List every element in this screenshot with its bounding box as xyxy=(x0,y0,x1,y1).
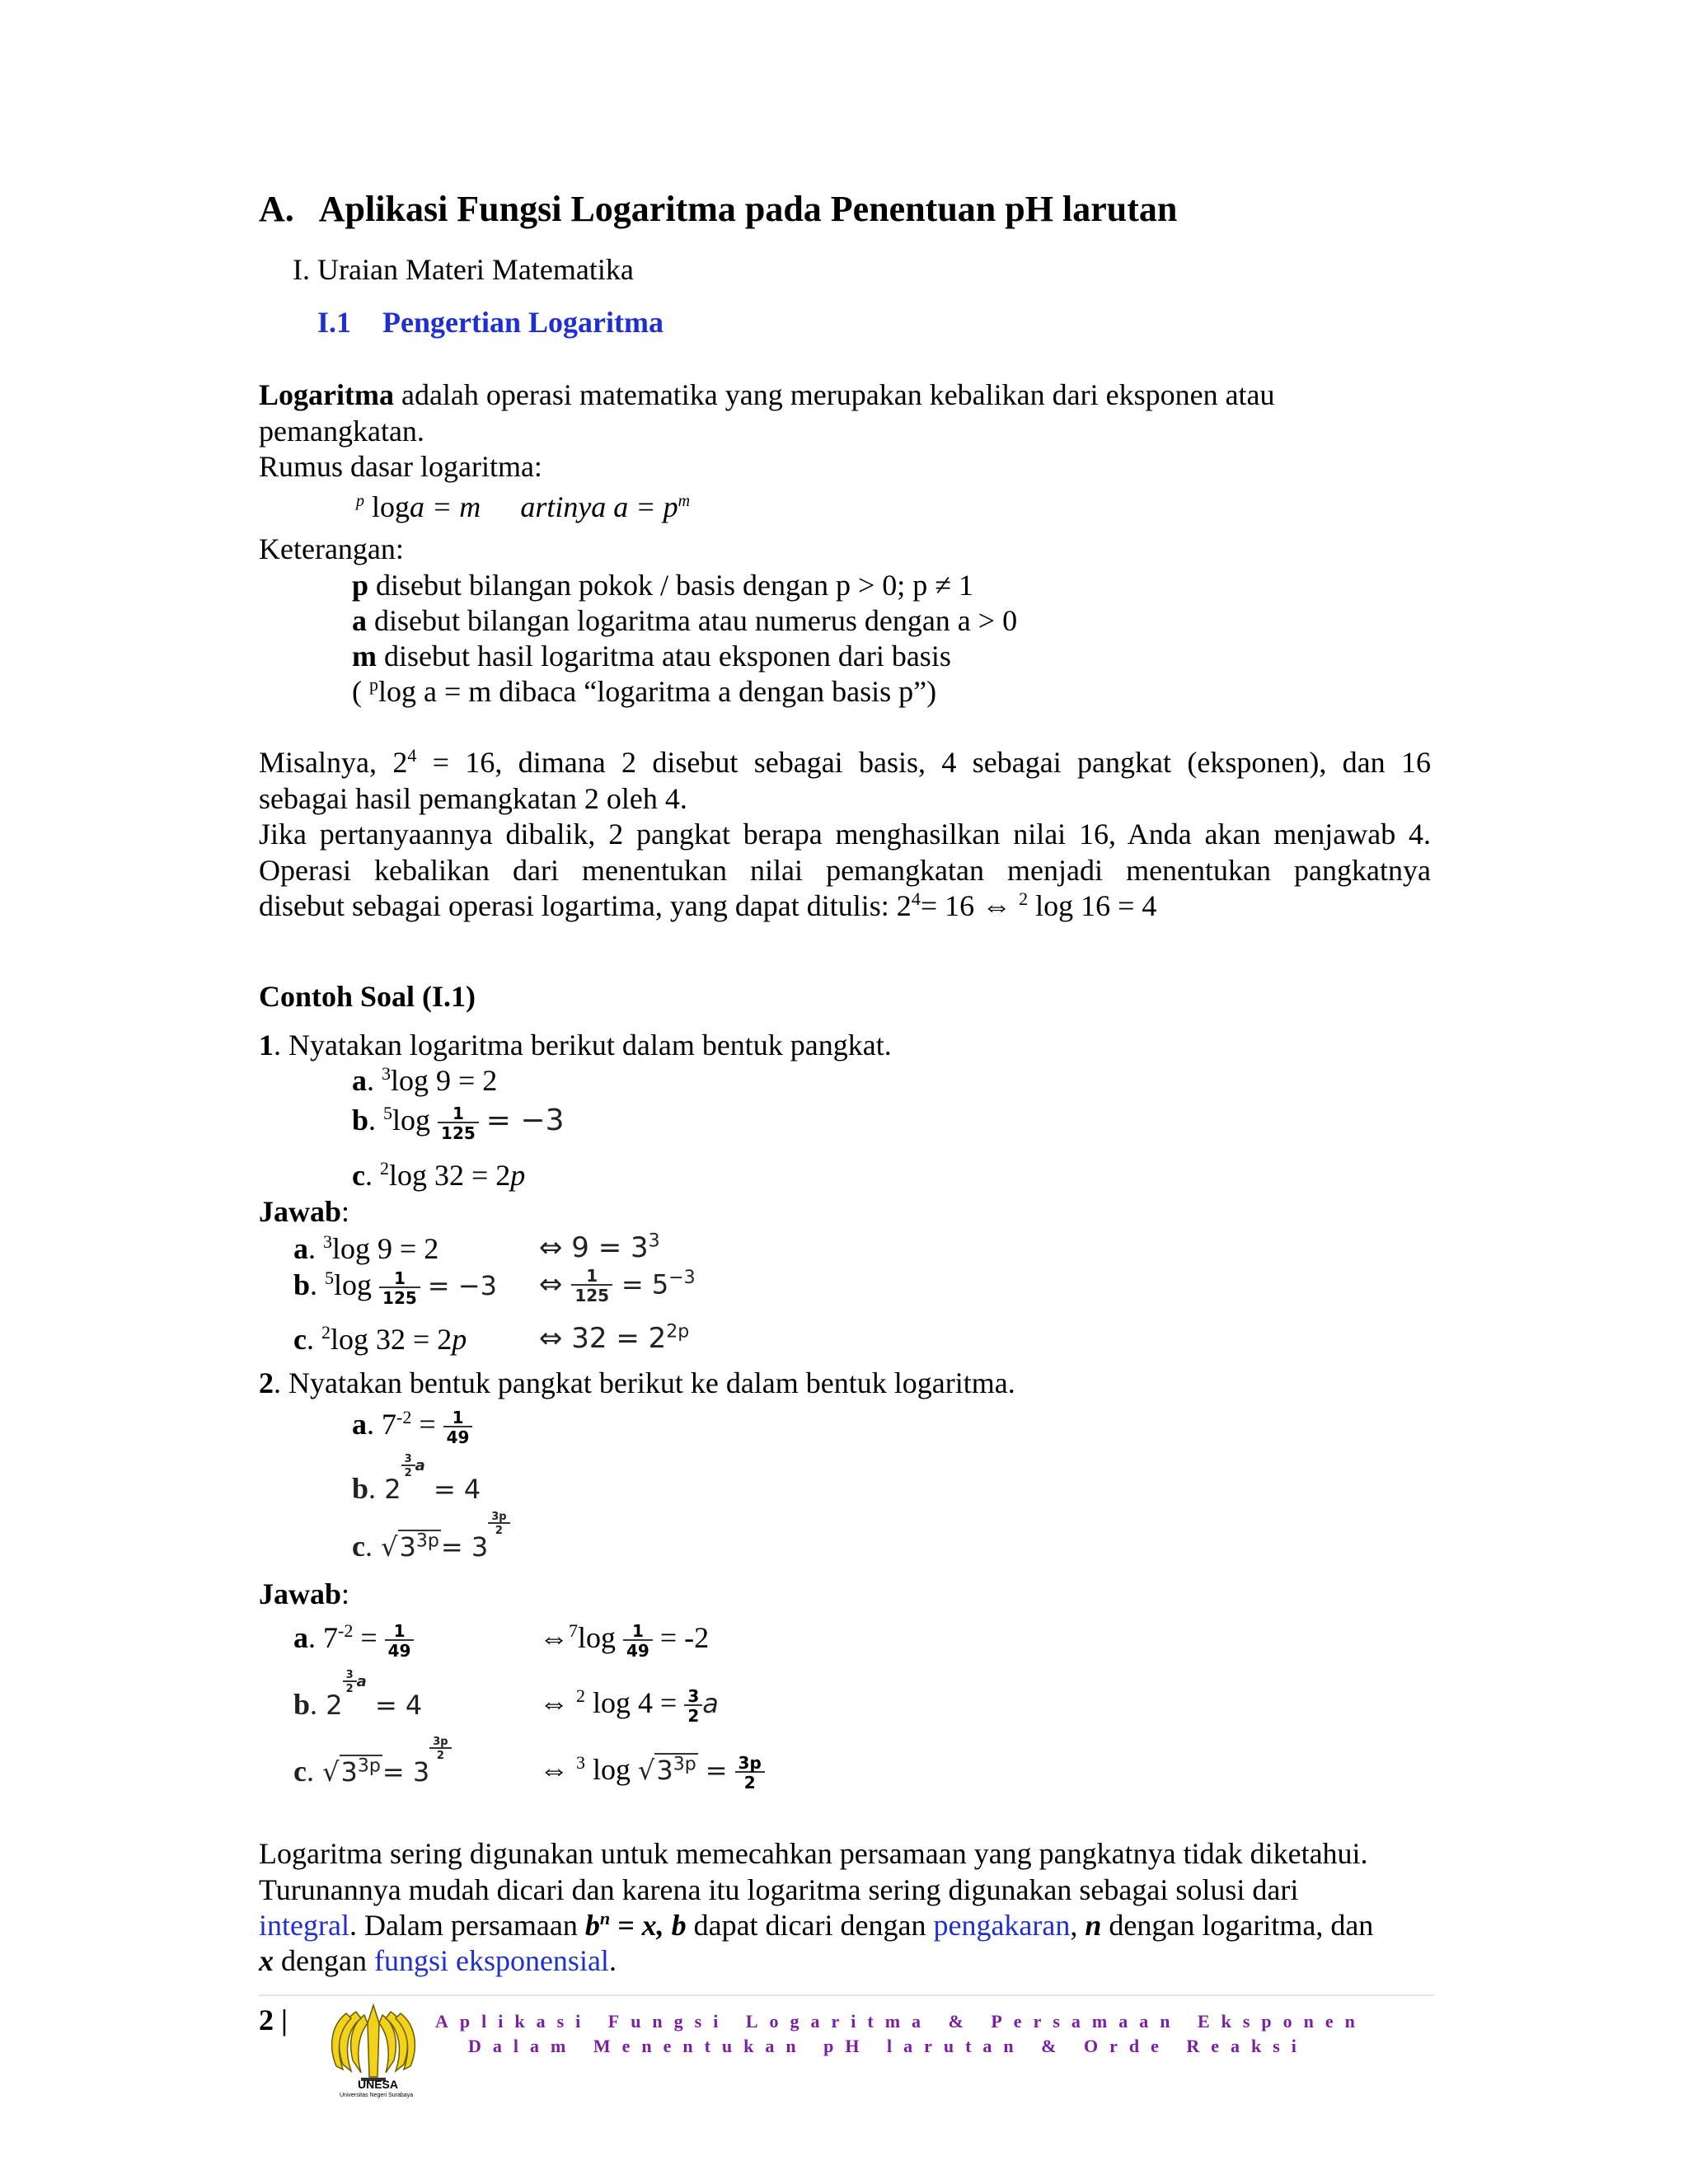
subsection-title: Uraian Materi Matematika xyxy=(317,253,634,286)
exponent-denominator: 2 xyxy=(495,1525,503,1538)
fraction xyxy=(684,1685,702,1726)
denominator: 125 xyxy=(382,1287,417,1308)
question-text: . Nyatakan logaritma berikut dalam bentuk pangkat. xyxy=(274,1029,892,1062)
intro-line-2: pemangkatan. xyxy=(259,415,424,448)
radicand-exponent: 3p xyxy=(673,1754,696,1775)
expression: = −3 xyxy=(485,1104,565,1137)
misalnya-line-4: Operasi kebalikan dari menentukan nilai pemangkatan menjadi menentukan pangkatnya xyxy=(259,854,1431,887)
base: 2 xyxy=(326,1690,343,1721)
fraction xyxy=(443,1409,473,1446)
text-run: = 16, dimana 2 disebut sebagai basis, 4 sebagai pangkat (eksponen), dan 16 xyxy=(416,746,1432,779)
question-1a: a. $^3$log 9 = 2 xyxy=(352,1063,498,1097)
formula-base: p xyxy=(356,492,364,510)
subsection-heading xyxy=(293,252,634,287)
exponent-denominator: 2 xyxy=(345,1683,354,1696)
logo-subtext: Universitas Negeri Surabaya xyxy=(340,2093,414,2098)
misalnya-line-2: sebagai hasil pemangkatan 2 oleh 4. xyxy=(259,782,687,815)
numerator: 1 xyxy=(571,1268,612,1286)
expression: log 32 = 2 xyxy=(330,1323,452,1356)
keterangan-text: disebut bilangan pokok / basis dengan p > 0; p ≠ 1 xyxy=(368,569,974,602)
answer-2c-result xyxy=(539,1752,765,1791)
log-base: 3 xyxy=(576,1752,585,1773)
log-word: log xyxy=(334,1268,373,1301)
log-base: 2 xyxy=(1019,888,1029,909)
denominator: 125 xyxy=(574,1286,610,1305)
expression: = 3 xyxy=(440,1531,489,1563)
question-2a: a. $7^{-2}$ = $\frac{1}{49}$ xyxy=(352,1407,472,1446)
closing-line-3 xyxy=(259,1908,1373,1943)
expression: = 3 xyxy=(382,1756,430,1788)
subsubsection-title: Pengertian Logaritma xyxy=(382,306,663,339)
question-1b: b. $^5$log $\frac{1}{125}$ = −3 xyxy=(352,1103,565,1143)
item-label: a xyxy=(352,1064,367,1097)
misalnya-line-5 xyxy=(259,888,1156,923)
unesa-logo xyxy=(328,1999,419,2106)
exponent-numerator: 3p xyxy=(429,1736,451,1749)
intro-line-3: Rumus dasar logaritma: xyxy=(259,450,542,483)
fraction xyxy=(623,1620,653,1661)
note-text: log a = m dibaca “logaritma a dengan basis p”) xyxy=(378,675,937,708)
denominator: 49 xyxy=(387,1640,411,1661)
square-root: $√3^{3p}$ xyxy=(638,1754,696,1786)
base: 7 xyxy=(323,1621,338,1654)
equivalence-arrow: ⇔ xyxy=(539,1268,563,1301)
item-label: a xyxy=(293,1232,308,1265)
question-1 xyxy=(259,1028,892,1062)
note-base: p xyxy=(369,674,378,695)
question-2b: b. 2 $^{\frac{3}{2} a}$ = 4 xyxy=(352,1453,481,1505)
footer-title-line-2: Dalam Menentukan pH larutan & Orde Reaksi xyxy=(468,2036,1308,2056)
exponent-numerator: 3 xyxy=(343,1670,357,1682)
variable: p xyxy=(452,1323,467,1356)
radicand-base: 3 xyxy=(656,1755,673,1786)
keterangan-symbol: m xyxy=(352,640,377,673)
keterangan-title: Keterangan: xyxy=(259,532,404,565)
footer-divider xyxy=(259,1994,1434,1996)
log-word: log xyxy=(392,1104,431,1137)
answer-1c-result xyxy=(539,1322,689,1355)
radicand-exponent: 3p xyxy=(357,1755,381,1777)
variable: b xyxy=(584,1909,600,1942)
subsubsection-heading xyxy=(317,305,663,340)
exponent-variable: a xyxy=(356,1673,367,1691)
square-root: $√3^{3p}$ xyxy=(381,1530,439,1563)
text-run: Misalnya, 2 xyxy=(259,746,408,779)
subsubsection-number: I.1 xyxy=(317,306,352,339)
closing-line-2: Turunannya mudah dicari dan karena itu logaritma sering digunakan sebagai solusi dari xyxy=(259,1873,1299,1906)
exponent: 2p xyxy=(666,1321,690,1343)
question-number: 1 xyxy=(259,1029,274,1062)
text-run: log 16 = 4 xyxy=(1028,889,1157,922)
exponent: n xyxy=(599,1908,611,1929)
item-label: c xyxy=(293,1755,307,1788)
expression: = −3 xyxy=(427,1270,497,1301)
formula-log: log xyxy=(372,490,410,523)
keterangan-item xyxy=(352,568,973,602)
formula-rhs: artinya a = p xyxy=(520,490,678,523)
radicand-exponent: 3p xyxy=(415,1530,439,1552)
log-base: 5 xyxy=(325,1268,335,1288)
expression: ⇔ 9 = 3 xyxy=(539,1231,649,1264)
fraction xyxy=(735,1752,765,1793)
log-word: log xyxy=(578,1621,617,1654)
variable: n xyxy=(1085,1909,1102,1942)
text-run: , xyxy=(1070,1909,1085,1942)
expression: = -2 xyxy=(659,1621,710,1654)
exponent: -2 xyxy=(338,1620,354,1641)
exponent-variable: a xyxy=(415,1457,425,1475)
numerator: 1 xyxy=(379,1270,420,1288)
expression: log 9 = 2 xyxy=(332,1232,439,1265)
exponent-numerator: 3p xyxy=(488,1511,509,1524)
pengakaran-link[interactable]: pengakaran xyxy=(933,1909,1071,1942)
expression: log 4 = xyxy=(585,1686,678,1719)
section-heading xyxy=(259,188,1177,230)
log-base: 7 xyxy=(569,1620,578,1641)
note-paren: ( xyxy=(352,675,369,708)
text-run: dengan xyxy=(274,1944,374,1977)
exponent: 3 xyxy=(648,1230,660,1252)
log-formula xyxy=(356,490,690,524)
formula-exponent: m xyxy=(678,492,691,510)
intro-line-1 xyxy=(259,377,1275,412)
question-number: 2 xyxy=(259,1366,274,1399)
expression: = 4 xyxy=(374,1690,423,1721)
heading-title: Aplikasi Fungsi Logaritma pada Penentuan pH larutan xyxy=(318,189,1178,229)
text-run: dapat dicari dengan xyxy=(686,1909,934,1942)
item-label: c xyxy=(352,1159,365,1192)
integral-link[interactable]: integral xyxy=(259,1909,349,1942)
square-root: $√3^{3p}$ xyxy=(322,1755,381,1788)
expression: = 4 xyxy=(433,1474,481,1505)
log-word: log xyxy=(585,1753,631,1786)
keterangan-symbol: p xyxy=(352,569,369,602)
answer-2b: b. 2 $^{\frac{3}{2} a}$ = 4 xyxy=(293,1669,423,1721)
footer-title-line-1: Aplikasi Fungsi Logaritma & Persamaan Eksponen xyxy=(435,2011,1367,2032)
numerator: 3 xyxy=(684,1688,702,1706)
page-number: 2 | xyxy=(259,2004,288,2036)
jawab-text: Jawab xyxy=(259,1195,342,1228)
fraction xyxy=(438,1105,479,1141)
fungsi-eksponensial-link[interactable]: fungsi eksponensial xyxy=(373,1944,609,1977)
denominator: 49 xyxy=(446,1427,470,1447)
base: 7 xyxy=(382,1408,396,1441)
expression: log 32 = 2 xyxy=(388,1159,511,1192)
numerator: 3p xyxy=(735,1755,765,1773)
equivalence-arrow: ⇔ xyxy=(539,1621,569,1654)
fraction xyxy=(379,1270,420,1306)
answer-1b-result xyxy=(539,1268,696,1304)
variable: x xyxy=(259,1944,274,1977)
denominator: 2 xyxy=(687,1705,700,1726)
variable: a xyxy=(702,1688,719,1719)
equals: = xyxy=(705,1755,728,1786)
keterangan-item xyxy=(352,639,951,673)
log-base: 3 xyxy=(323,1231,332,1252)
item-label: b xyxy=(293,1268,311,1301)
denominator: 49 xyxy=(626,1640,649,1661)
keterangan-text: disebut hasil logaritma atau eksponen dari basis xyxy=(377,640,951,673)
answer-1a-result xyxy=(539,1231,660,1264)
text-run: . xyxy=(608,1944,617,1977)
keterangan-text: disebut bilangan logaritma atau numerus dengan a > 0 xyxy=(367,604,1018,637)
exponent-denominator: 2 xyxy=(436,1750,444,1763)
numerator: 1 xyxy=(385,1623,415,1641)
log-base: 3 xyxy=(382,1063,391,1084)
text-run: disebut sebagai operasi logartima, yang dapat ditulis: 2 xyxy=(259,889,912,922)
item-label: a xyxy=(293,1621,308,1654)
log-base: 2 xyxy=(321,1322,331,1343)
exponent: −3 xyxy=(668,1268,696,1289)
jawab-label: Jawab: xyxy=(259,1195,350,1228)
closing-line-4 xyxy=(259,1943,617,1978)
item-label: a xyxy=(352,1408,367,1441)
intro-line1-rest: adalah operasi matematika yang merupakan kebalikan dari eksponen atau xyxy=(393,378,1275,411)
equals: = xyxy=(411,1408,436,1441)
expression: = x, b xyxy=(610,1909,687,1942)
fraction xyxy=(385,1620,415,1661)
jawab-text: Jawab xyxy=(259,1577,342,1610)
exponent: 4 xyxy=(407,745,417,766)
text-run: dengan logaritma, dan xyxy=(1101,1909,1374,1942)
closing-line-1: Logaritma sering digunakan untuk memecahkan persamaan yang pangkatnya tidak diketahui. xyxy=(259,1837,1368,1870)
exponent-denominator: 2 xyxy=(404,1467,412,1480)
question-1c: c. $^2$log 32 = 2p xyxy=(352,1158,526,1192)
misalnya-line-3: Jika pertanyaannya dibalik, 2 pangkat berapa menghasilkan nilai 16, Anda akan menjawab 4. xyxy=(259,818,1431,851)
formula-lhs: a = m xyxy=(410,490,481,523)
answer-2b-result xyxy=(539,1685,719,1724)
log-base: 2 xyxy=(576,1685,585,1706)
expression: ⇔ 32 = 2 xyxy=(539,1322,667,1355)
text-run: . Dalam persamaan xyxy=(349,1909,585,1942)
question-text: . Nyatakan bentuk pangkat berikut ke dalam bentuk logaritma. xyxy=(274,1366,1015,1399)
radicand-base: 3 xyxy=(340,1756,358,1788)
keterangan-symbol: a xyxy=(352,604,367,637)
jawab-label-2: Jawab: xyxy=(259,1577,350,1610)
answer-2a: a. $7^{-2}$ = $\frac{1}{49}$ xyxy=(293,1620,414,1659)
answer-1c: c. $^2$log 32 = 2p xyxy=(293,1322,467,1356)
logo-text: UNESA xyxy=(358,2078,399,2091)
item-label: b xyxy=(352,1104,369,1137)
answer-1a: a. $^3$log 9 = 2 xyxy=(293,1231,439,1265)
exponent: 4 xyxy=(911,888,921,909)
item-label: b xyxy=(293,1688,311,1721)
item-label: b xyxy=(352,1472,369,1505)
subsection-number: I. xyxy=(293,253,310,286)
intro-bold-word: Logaritma xyxy=(259,378,394,411)
numerator: 1 xyxy=(438,1105,479,1123)
text-run: = 16 ⇔ xyxy=(920,889,1020,922)
exponent: -2 xyxy=(396,1407,412,1427)
equivalence-arrow: ⇔ xyxy=(539,1686,569,1719)
numerator: 1 xyxy=(443,1409,473,1427)
keterangan-note xyxy=(352,674,936,709)
question-2 xyxy=(259,1366,1015,1400)
heading-letter: A. xyxy=(259,189,294,229)
log-base: 2 xyxy=(379,1158,389,1179)
denominator: 125 xyxy=(441,1122,476,1143)
contoh-soal-title: Contoh Soal (I.1) xyxy=(259,980,476,1013)
expression: log 9 = 2 xyxy=(391,1064,498,1097)
log-base: 5 xyxy=(383,1103,393,1123)
exponent-numerator: 3 xyxy=(401,1454,415,1466)
base: 2 xyxy=(384,1474,401,1505)
variable: p xyxy=(510,1159,526,1192)
item-label: c xyxy=(352,1530,365,1563)
expression: = 5 xyxy=(621,1268,669,1301)
fraction xyxy=(571,1268,612,1304)
answer-2a-result xyxy=(539,1620,709,1659)
denominator: 2 xyxy=(743,1772,756,1793)
item-label: c xyxy=(293,1323,307,1356)
misalnya-line-1 xyxy=(259,745,1431,780)
radicand-base: 3 xyxy=(399,1531,416,1563)
question-2c: c. $√3^{3p}= 3$ $^{\frac{3p}{2}}$ xyxy=(352,1529,510,1563)
numerator: 1 xyxy=(623,1623,653,1641)
equivalence-arrow: ⇔ xyxy=(539,1753,569,1786)
answer-1b: b. $^5$log $\frac{1}{125}$ = −3 xyxy=(293,1268,497,1308)
equals: = xyxy=(353,1621,377,1654)
answer-2c: c. $√3^{3p}= 3$ $^{\frac{3p}{2}}$ xyxy=(293,1754,452,1788)
keterangan-item xyxy=(352,603,1017,638)
